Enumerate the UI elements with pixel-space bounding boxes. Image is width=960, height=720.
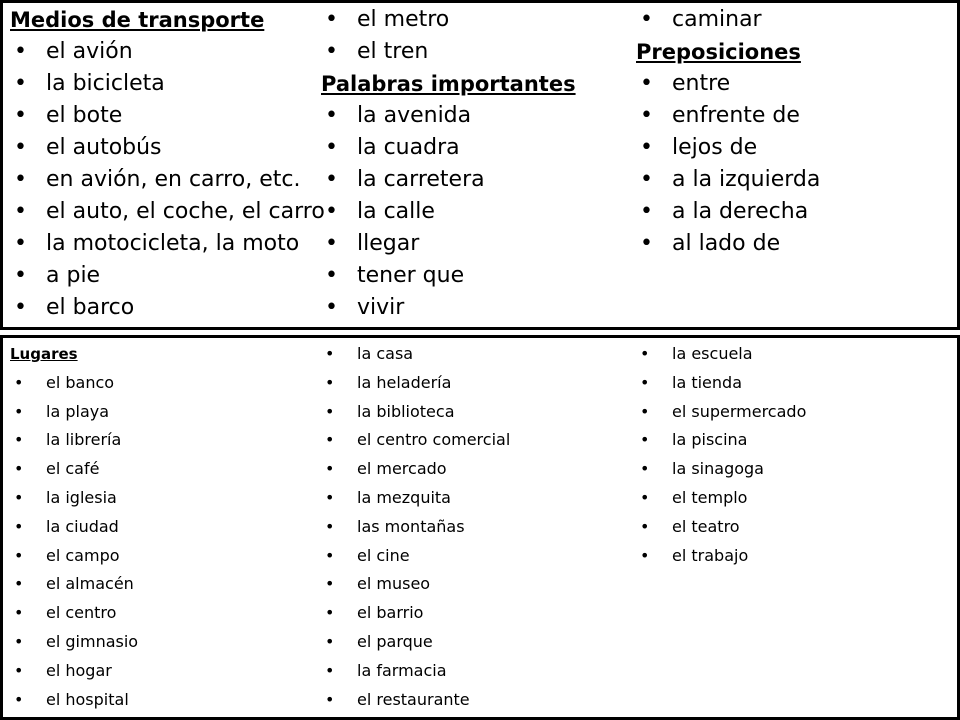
top-column-3 — [636, 4, 820, 260]
list-item: • la piscina — [636, 426, 806, 455]
list-item: • en avión, en carro, etc. — [10, 164, 325, 196]
list-item: • el almacén — [10, 570, 138, 599]
list-item: • tener que — [321, 260, 576, 292]
top-column-2 — [321, 4, 576, 324]
list-item: • lejos de — [636, 132, 820, 164]
list-item: • vivir — [321, 292, 576, 324]
list-item: • la sinagoga — [636, 455, 806, 484]
list-item: • el tren — [321, 36, 576, 68]
list-item: • la cuadra — [321, 132, 576, 164]
list-item: • a la derecha — [636, 196, 820, 228]
list-item: • el barco — [10, 292, 325, 324]
list-item: • el café — [10, 455, 138, 484]
list-item: • el centro comercial — [321, 426, 510, 455]
bottom-column-2 — [321, 340, 510, 714]
places-box — [0, 335, 960, 720]
list-item: • la iglesia — [10, 484, 138, 513]
list-item: • la motocicleta, la moto — [10, 228, 325, 260]
list-item: • el bote — [10, 100, 325, 132]
list-item: • el museo — [321, 570, 510, 599]
transport-words-box — [0, 0, 960, 330]
list-item: • la carretera — [321, 164, 576, 196]
list-item: • la escuela — [636, 340, 806, 369]
list-item: • el centro — [10, 599, 138, 628]
list-item: • la biblioteca — [321, 398, 510, 427]
transport-heading: Medios de transporte — [10, 8, 265, 32]
list-item: • el mercado — [321, 455, 510, 484]
list-item: • el barrio — [321, 599, 510, 628]
list-item: • el teatro — [636, 513, 806, 542]
list-item: • la farmacia — [321, 657, 510, 686]
list-item: • el gimnasio — [10, 628, 138, 657]
list-item: • el parque — [321, 628, 510, 657]
prepositions-heading: Preposiciones — [636, 40, 801, 64]
list-item: • el avión — [10, 36, 325, 68]
list-item: • el metro — [321, 4, 576, 36]
list-item: • la playa — [10, 398, 138, 427]
list-item: • el banco — [10, 369, 138, 398]
top-column-1 — [10, 4, 325, 324]
list-item: • el cine — [321, 542, 510, 571]
list-item: • la heladería — [321, 369, 510, 398]
list-item: • las montañas — [321, 513, 510, 542]
list-item: • el autobús — [10, 132, 325, 164]
bottom-column-1 — [10, 340, 138, 714]
list-item: • la tienda — [636, 369, 806, 398]
list-item: • el hogar — [10, 657, 138, 686]
bottom-column-3 — [636, 340, 806, 570]
list-item: • el templo — [636, 484, 806, 513]
list-item: • llegar — [321, 228, 576, 260]
important-words-heading: Palabras importantes — [321, 72, 576, 96]
list-item: • la bicicleta — [10, 68, 325, 100]
list-item: • la avenida — [321, 100, 576, 132]
list-item: • la calle — [321, 196, 576, 228]
list-item: • la librería — [10, 426, 138, 455]
list-item: • al lado de — [636, 228, 820, 260]
list-item: • el auto, el coche, el carro — [10, 196, 325, 228]
list-item: • el hospital — [10, 686, 138, 715]
places-heading: Lugares — [10, 345, 78, 363]
list-item: • la ciudad — [10, 513, 138, 542]
list-item: • la casa — [321, 340, 510, 369]
list-item: • la mezquita — [321, 484, 510, 513]
list-item: • caminar — [636, 4, 820, 36]
list-item: • enfrente de — [636, 100, 820, 132]
list-item: • a pie — [10, 260, 325, 292]
list-item: • el trabajo — [636, 542, 806, 571]
list-item: • a la izquierda — [636, 164, 820, 196]
list-item: • el campo — [10, 542, 138, 571]
list-item: • entre — [636, 68, 820, 100]
list-item: • el supermercado — [636, 398, 806, 427]
list-item: • el restaurante — [321, 686, 510, 715]
